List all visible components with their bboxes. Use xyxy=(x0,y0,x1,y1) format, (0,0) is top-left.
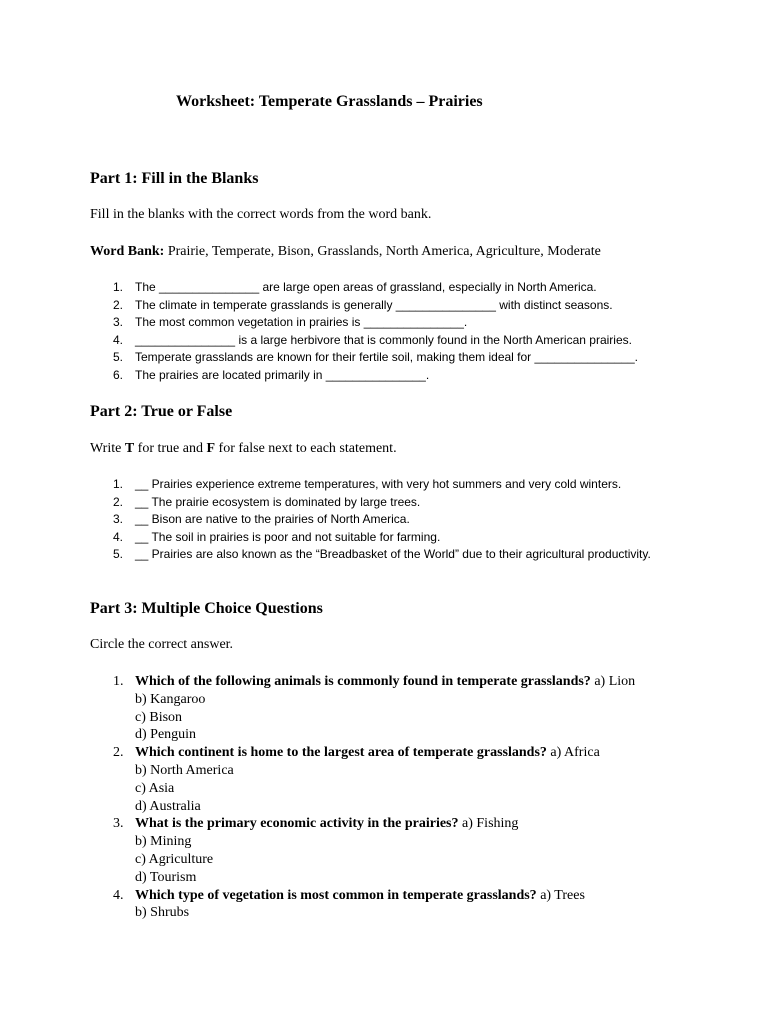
part3-heading: Part 3: Multiple Choice Questions xyxy=(90,600,323,617)
list-item xyxy=(90,314,690,332)
option-d: d) Australia xyxy=(135,798,201,814)
list-item xyxy=(90,529,680,547)
item-number: 5. xyxy=(113,350,124,364)
worksheet-title: Worksheet: Temperate Grasslands – Prairies xyxy=(176,93,483,110)
option-b: b) Kangaroo xyxy=(135,691,206,707)
part1-heading: Part 1: Fill in the Blanks xyxy=(90,170,259,187)
question-text: Which type of vegetation is most common in temperate grasslands? xyxy=(135,887,537,903)
list-item xyxy=(90,494,680,512)
item-number: 1. xyxy=(113,280,124,294)
item-number: 1. xyxy=(113,477,124,491)
list-item xyxy=(90,349,690,367)
question-number: 1. xyxy=(113,674,124,689)
option-b: b) Mining xyxy=(135,834,192,850)
part3-instructions: Circle the correct answer. xyxy=(90,637,234,652)
instr-write: Write xyxy=(90,441,122,456)
item-text: The climate in temperate grasslands is generally _______________ with distinct seasons. xyxy=(135,297,613,312)
true-false-list xyxy=(90,476,680,564)
item-text: __ The soil in prairies is poor and not suitable for farming. xyxy=(135,529,441,544)
question-item xyxy=(90,744,730,815)
item-text: __ Prairies experience extreme temperatures, with very hot summers and very cold winters. xyxy=(135,477,622,491)
item-text: The most common vegetation in prairies is _______________. xyxy=(135,315,468,329)
item-number: 3. xyxy=(113,315,124,329)
item-text: Temperate grasslands are known for their fertile soil, making them ideal for _______________. xyxy=(135,350,638,364)
item-text: __ Prairies are also known as the “Breadbasket of the World” due to their agricultural productivity. xyxy=(135,547,651,561)
list-item xyxy=(90,297,690,315)
option-a: a) Trees xyxy=(540,887,585,903)
option-c: c) Bison xyxy=(135,709,183,725)
word-bank-label: Word Bank: xyxy=(90,244,165,259)
option-a: a) Fishing xyxy=(462,816,519,832)
option-a: a) Africa xyxy=(550,745,600,761)
fill-blank-list xyxy=(90,279,690,384)
word-bank xyxy=(90,244,601,260)
instr-t: T xyxy=(124,441,135,456)
list-item xyxy=(90,279,690,297)
list-item xyxy=(90,332,690,350)
list-item xyxy=(90,476,680,494)
item-number: 6. xyxy=(113,367,124,382)
question-item xyxy=(90,673,730,744)
question-item xyxy=(90,815,730,886)
option-d: d) Penguin xyxy=(135,727,197,743)
option-c: c) Agriculture xyxy=(135,851,214,867)
question-text: Which of the following animals is commonly found in temperate grasslands? xyxy=(135,674,591,689)
item-number: 3. xyxy=(113,512,124,526)
question-number: 3. xyxy=(113,816,124,832)
option-b: b) North America xyxy=(135,762,234,778)
option-d: d) Tourism xyxy=(135,869,197,885)
instr-end: for false next to each statement. xyxy=(218,441,397,456)
multiple-choice-list xyxy=(90,673,730,922)
question-text: Which continent is home to the largest area of temperate grasslands? xyxy=(135,745,547,761)
instr-f: F xyxy=(206,441,216,456)
item-text: The _______________ are large open areas of grassland, especially in North America. xyxy=(135,280,597,294)
question-text: What is the primary economic activity in the prairies? xyxy=(135,816,459,832)
item-text: _______________ is a large herbivore that is commonly found in the North American prairies. xyxy=(135,332,632,347)
item-number: 5. xyxy=(113,547,124,561)
part2-instructions xyxy=(90,441,397,457)
item-number: 2. xyxy=(113,494,124,509)
question-item xyxy=(90,887,730,923)
option-c: c) Asia xyxy=(135,780,175,796)
item-text: __ The prairie ecosystem is dominated by large trees. xyxy=(135,494,421,509)
question-number: 4. xyxy=(113,887,124,903)
item-number: 4. xyxy=(113,332,124,347)
instr-mid: for true and xyxy=(137,441,203,456)
item-number: 2. xyxy=(113,297,124,312)
option-b: b) Shrubs xyxy=(135,905,190,921)
option-a: a) Lion xyxy=(594,674,636,689)
list-item xyxy=(90,367,690,385)
word-bank-words: Prairie, Temperate, Bison, Grasslands, North America, Agriculture, Moderate xyxy=(167,244,601,259)
item-number: 4. xyxy=(113,529,124,544)
list-item xyxy=(90,511,680,529)
item-text: __ Bison are native to the prairies of North America. xyxy=(135,512,410,526)
question-number: 2. xyxy=(113,745,124,761)
part1-instructions: Fill in the blanks with the correct words from the word bank. xyxy=(90,207,432,222)
item-text: The prairies are located primarily in _______________. xyxy=(135,367,430,382)
list-item xyxy=(90,546,680,564)
part2-heading: Part 2: True or False xyxy=(90,403,233,420)
